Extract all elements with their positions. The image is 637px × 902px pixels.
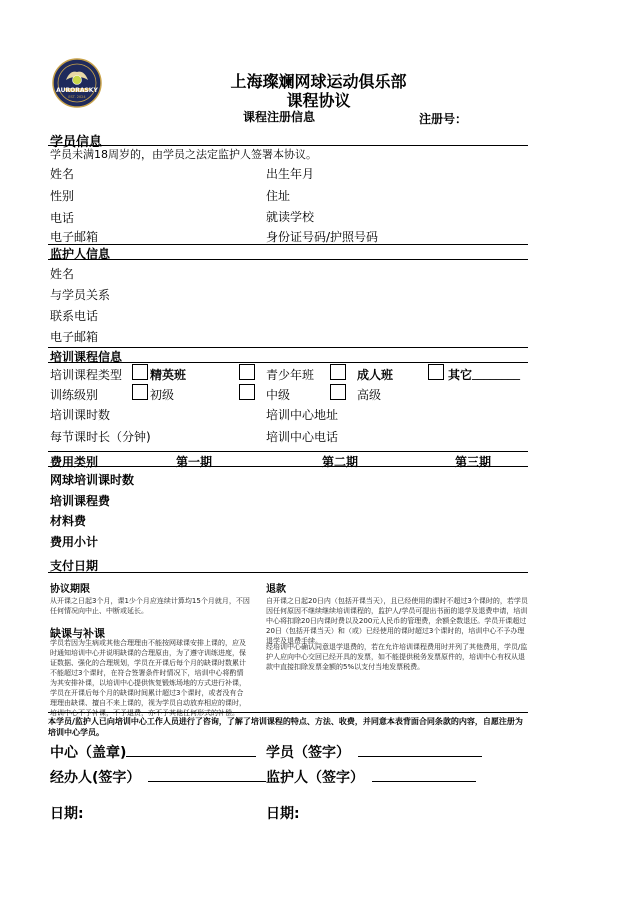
guardian-sign-label bbox=[266, 767, 476, 787]
refund-text-1: 自开课之日起20日内（包括开课当天），且已经使用的课时不超过3个课时的，若学员因任何原因不继续继续培训课程的，监护人/学员可提出书面的退学及退费申请，培训中心将扣除20日内课时费以及200元人民币的管理费，余额全数退还。学员开课超过20日（包括开课当天）和（或）已经使用的课时超过3个课时的，培训中心不予办理退学及退费手续。 bbox=[266, 597, 528, 645]
option-adult-label: 成人班 bbox=[357, 368, 394, 382]
student-email-label: 电子邮箱 bbox=[50, 230, 99, 244]
checkbox-elite[interactable] bbox=[132, 364, 148, 380]
fee-row-course-fee: 培训课程费 bbox=[50, 494, 111, 508]
club-title: 上海璨斓网球运动俱乐部 bbox=[230, 72, 407, 91]
checkbox-beginner[interactable] bbox=[132, 384, 148, 400]
divider bbox=[48, 451, 528, 452]
fees-section-heading: 费用类别 bbox=[50, 455, 99, 469]
level-label: 训练级别 bbox=[50, 388, 99, 402]
guardian-name-label: 姓名 bbox=[50, 267, 75, 281]
divider bbox=[48, 362, 528, 363]
divider bbox=[48, 712, 528, 713]
student-section-heading: 学员信息 bbox=[50, 135, 103, 150]
student-gender-label: 性别 bbox=[50, 189, 75, 203]
fee-period-2: 第二期 bbox=[322, 455, 359, 469]
student-phone-label: 电话 bbox=[50, 211, 75, 225]
fee-row-payment-date: 支付日期 bbox=[50, 559, 99, 573]
student-address-label: 住址 bbox=[266, 189, 291, 203]
center-seal-text: 中心（盖章) bbox=[50, 745, 127, 761]
guardian-relation-label: 与学员关系 bbox=[50, 288, 111, 302]
student-sign-text: 学员（签字） bbox=[266, 745, 350, 761]
option-youth-label: 青少年班 bbox=[266, 368, 315, 382]
student-dob-label: 出生年月 bbox=[266, 167, 315, 181]
checkbox-other[interactable] bbox=[428, 364, 444, 380]
student-note: 学员未满18周岁的，由学员之法定监护人签署本协议。 bbox=[50, 148, 317, 161]
guardian-email-label: 电子邮箱 bbox=[50, 330, 99, 344]
fee-row-material: 材料费 bbox=[50, 514, 87, 528]
fee-period-3: 第三期 bbox=[455, 455, 492, 469]
checkbox-youth[interactable] bbox=[239, 364, 255, 380]
center-seal-label bbox=[50, 742, 256, 762]
form-title: 课程注册信息 bbox=[243, 110, 316, 124]
course-type-label: 培训课程类型 bbox=[50, 368, 123, 382]
student-sign-label bbox=[266, 742, 482, 762]
student-sign-line[interactable] bbox=[358, 744, 482, 757]
handler-sign-line[interactable] bbox=[148, 769, 266, 782]
center-seal-line[interactable] bbox=[126, 744, 256, 757]
agreement-period-heading: 协议期限 bbox=[50, 584, 90, 595]
center-phone-label: 培训中心电话 bbox=[266, 430, 339, 444]
handler-sign-text: 经办人(签字） bbox=[50, 770, 141, 786]
handler-sign-label bbox=[50, 767, 266, 787]
agreement-period-text: 从开课之日起3个月，课1少个月应连续计算均15个月就月，不因任何情况向中止、中断或延长。 bbox=[50, 597, 250, 615]
guardian-sign-text: 监护人（签字） bbox=[266, 770, 364, 786]
option-beginner-label: 初级 bbox=[150, 388, 175, 402]
refund-text-2: 经培训中心确认同意退学退费的，若在允许培训课程费用时并列了其他费用，学员/监护人应向中心交回已经开具的发票，如不能提供税务发票原件的，培训中心有权从退款中直接扣除发票金额的5%以支付当地发票税费。 bbox=[266, 643, 528, 671]
fee-row-hours: 网球培训课时数 bbox=[50, 473, 135, 487]
makeup-heading: 缺课与补课 bbox=[50, 627, 105, 640]
fee-period-1: 第一期 bbox=[176, 455, 213, 469]
date-label-left: 日期: bbox=[50, 806, 84, 822]
student-id-label: 身份证号码/护照号码 bbox=[266, 230, 379, 244]
checkbox-intermediate[interactable] bbox=[239, 384, 255, 400]
checkbox-adult[interactable] bbox=[330, 364, 346, 380]
makeup-text: 学员若因为生病或其他合理理由不能按网球课安排上课的，应及时通知培训中心并说明缺课的合理原由，为了遵守训练进度，保证数据、强化的合理规划，学员在开课后每个月的缺课时数累计不能超过3个课时，在符合签署条件时情况下，培训中心将酌情为其安排补课，以培训中心提供恢复锻炼场地的方式进行补课，学员在开课后每个月的缺课时间累计超过3个课时，或者没有合理理由缺课、擅自不来上课的，视为学员自动放弃相应的课时，培训中心不予补课，不予退费，亦不予其他任何形式的补偿。 bbox=[50, 639, 246, 717]
student-name-label: 姓名 bbox=[50, 167, 75, 181]
agreement-title: 课程协议 bbox=[286, 91, 351, 110]
declaration-text: 本学员/监护人已向培训中心工作人员进行了咨询，了解了培训课程的特点、方法、收费，并同意本表背面合同条款的内容，自愿注册为培训中心学员。 bbox=[48, 717, 523, 737]
guardian-sign-line[interactable] bbox=[372, 769, 476, 782]
registration-number-label: 注册号： bbox=[419, 112, 468, 126]
option-elite-label: 精英班 bbox=[150, 368, 187, 382]
student-school-label: 就读学校 bbox=[266, 210, 315, 224]
course-section-heading: 培训课程信息 bbox=[50, 350, 123, 364]
checkbox-advanced[interactable] bbox=[330, 384, 346, 400]
option-intermediate-label: 中级 bbox=[266, 388, 291, 402]
option-advanced-label: 高级 bbox=[357, 388, 382, 402]
divider bbox=[48, 259, 528, 260]
fee-row-subtotal: 费用小计 bbox=[50, 535, 99, 549]
guardian-phone-label: 联系电话 bbox=[50, 309, 99, 323]
lesson-duration-label: 每节课时长（分钟) bbox=[50, 430, 151, 444]
option-other-blank[interactable]: ________ bbox=[472, 366, 520, 380]
divider bbox=[48, 244, 528, 245]
logo-subtext: EST. 2024 bbox=[68, 95, 86, 99]
divider bbox=[48, 466, 528, 467]
divider bbox=[48, 572, 528, 573]
option-other-label: 其它 bbox=[448, 368, 473, 382]
refund-heading: 退款 bbox=[266, 584, 286, 595]
guardian-section-heading: 监护人信息 bbox=[50, 247, 111, 261]
course-hours-label: 培训课时数 bbox=[50, 408, 111, 422]
date-label-right: 日期: bbox=[266, 806, 300, 822]
center-address-label: 培训中心地址 bbox=[266, 408, 339, 422]
logo-text: AURORASKY bbox=[56, 87, 98, 94]
